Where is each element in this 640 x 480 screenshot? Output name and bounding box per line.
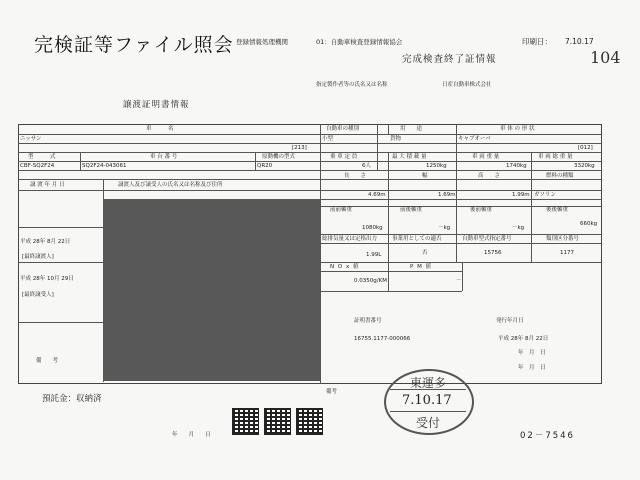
print-date-label: 印刷日： — [522, 37, 552, 46]
blank-date-2: 年 月 日 — [518, 365, 546, 371]
rear-rear-axle-value: 660kg — [580, 221, 598, 227]
header-fuel-type: 燃料の種類 — [546, 173, 574, 179]
maker-label: 指定製作者等の氏名又は名称 — [316, 82, 388, 88]
deposit-status: 預託金：収納済 — [42, 394, 102, 404]
height-value: 1.99m — [512, 192, 530, 198]
cert-no-value: 16755.1177-000066 — [354, 336, 411, 342]
section-title: 譲渡証明書情報 — [123, 100, 190, 110]
capacity-value: 6人 — [362, 163, 371, 169]
stamp-received: 受付 — [416, 416, 441, 430]
reception-stamp — [384, 369, 474, 435]
footer-remarks-label: 備考 — [326, 389, 338, 395]
header-rear-front-axle: 後前軸重 — [470, 207, 493, 213]
type-cert-no-value: 15756 — [484, 250, 502, 256]
header-width: 幅 — [422, 173, 428, 179]
agency-label: 登録情報処理機関 — [236, 38, 288, 46]
qr-code-icon — [296, 408, 323, 435]
qr-code-icon — [264, 408, 291, 435]
header-length: 長 さ — [344, 173, 367, 179]
header-front-rear-axle: 前後軸重 — [400, 207, 423, 213]
vehicle-type-value: 小型 — [322, 136, 334, 142]
length-value: 4.69m — [368, 192, 386, 198]
header-class-no: 類別区分番号 — [546, 236, 580, 242]
header-front-front-axle: 前前軸重 — [330, 207, 353, 213]
vehicle-name-value: ニッサン — [20, 136, 42, 142]
header-transferee: 譲渡人及び譲受人の氏名又は名称及び住所 — [118, 182, 223, 188]
document-subtitle: 完成検査終了証情報 — [402, 54, 497, 65]
use-value: 貨物 — [390, 136, 402, 142]
role-final-transferee: [最終譲受人] — [22, 292, 54, 298]
header-transfer-date: 譲 渡 年 月 日 — [30, 182, 65, 188]
role-final-transferor: [最終譲渡人] — [22, 254, 54, 260]
document-title: 完検証等ファイル照会 — [34, 34, 234, 56]
fuel-type-value: ガソリン — [534, 192, 557, 198]
header-capacity: 乗 車 定 員 — [330, 154, 358, 160]
body-shape-value: キャブオーバ — [458, 136, 491, 142]
engine-model-value: QR20 — [257, 163, 273, 169]
stamp-date: 7.10.17 — [402, 393, 452, 408]
header-max-load: 最 大 積 載 量 — [392, 154, 427, 160]
transfer-date-2: 平成 28年 10月 29日 — [20, 276, 74, 282]
vehicle-weight-value: 1740kg — [506, 163, 527, 169]
header-displacement: 総排気量又は定格出力 — [322, 236, 378, 242]
agency-number: 01：自動車検査登録情報協会 — [316, 38, 403, 46]
issue-date-label: 発行年月日 — [496, 318, 524, 324]
qr-code-icon — [232, 408, 259, 435]
chassis-no-value: SQ2F24-043061 — [82, 163, 127, 169]
footer-year-month: 年 月 日 — [172, 432, 211, 438]
max-load-value: 1250kg — [426, 163, 447, 169]
maker-name: 日産自動車株式会社 — [442, 82, 492, 88]
print-date: 7.10.17 — [565, 37, 594, 46]
header-vehicle-weight: 車 両 重 量 — [472, 154, 500, 160]
header-pm: P M 値 — [410, 264, 433, 270]
header-body-shape: 車 体 の 形 状 — [500, 126, 535, 132]
header-gross-weight: 車 両 総 重 量 — [538, 154, 573, 160]
pm-value: － — [456, 278, 462, 284]
transfer-date-1: 平成 28年 8月 22日 — [20, 239, 71, 245]
remarks-label: 備 考 — [36, 358, 59, 364]
header-use: 用 途 — [400, 126, 423, 132]
header-vehicle-type: 自動車の種別 — [326, 126, 360, 132]
front-front-axle-value: 1080kg — [362, 225, 383, 231]
model-value: CBF-SQ2F24 — [20, 163, 55, 169]
header-height: 高 さ — [478, 173, 501, 179]
cert-no-label: 証明書番号 — [354, 318, 382, 324]
header-nox: N O x 値 — [330, 264, 360, 270]
vehicle-name-code: [213] — [292, 145, 307, 151]
header-model: 型 式 — [28, 154, 56, 160]
header-rear-rear-axle: 後後軸重 — [546, 207, 569, 213]
issue-date-value: 平成 28年 8月 22日 — [498, 336, 549, 342]
header-business-use: 事業用としての適否 — [392, 236, 442, 242]
blank-date-1: 年 月 日 — [518, 350, 546, 356]
redacted-area — [103, 199, 320, 381]
header-chassis-no: 車 台 番 号 — [150, 154, 178, 160]
header-engine-model: 原動機の型式 — [262, 154, 296, 160]
displacement-value: 1.99L — [366, 252, 382, 258]
header-type-cert-no: 自動車型式指定番号 — [462, 236, 512, 242]
serial-number: 02－7546 — [520, 431, 575, 441]
nox-value: 0.0350g/KM — [354, 278, 387, 284]
gross-weight-value: 3320kg — [574, 163, 595, 169]
body-shape-code: [012] — [578, 145, 593, 151]
header-vehicle-name: 車 名 — [146, 126, 174, 132]
handwritten-number: 104 — [590, 48, 621, 67]
business-use-value: 否 — [422, 250, 428, 256]
class-no-value: 1177 — [560, 250, 574, 256]
rear-front-axle-value: －kg — [512, 225, 525, 231]
width-value: 1.69m — [438, 192, 456, 198]
front-rear-axle-value: －kg — [438, 225, 451, 231]
stamp-office: 東運多 — [410, 376, 447, 390]
